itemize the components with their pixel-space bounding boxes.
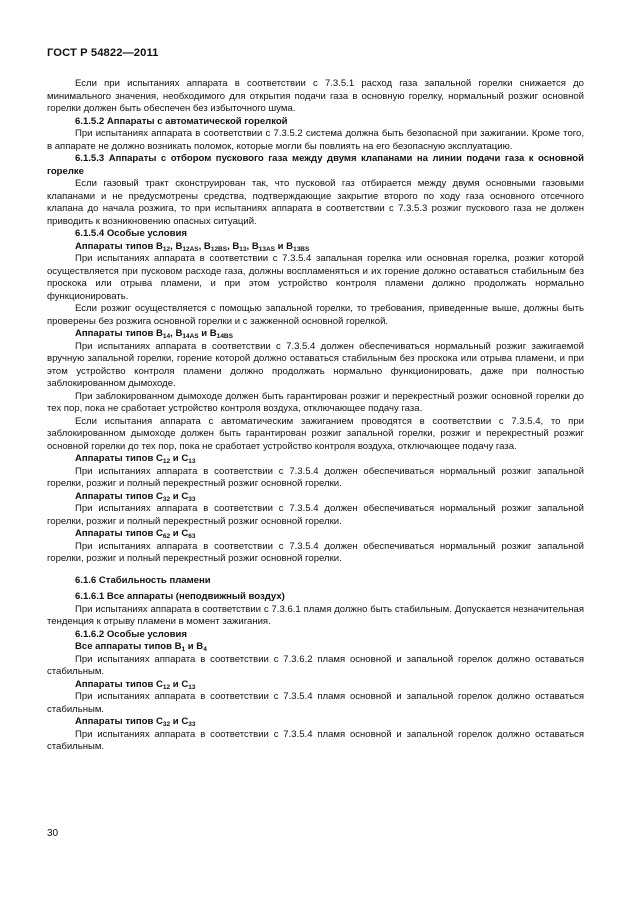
appliance-type-heading [47, 716, 584, 729]
body-paragraph: Если газовый тракт сконструирован так, что пусковой газ отбирается между двумя основными газовыми клапанами и не предусмотрены средства, подтверждающие закрытие второго по ходу газа основного отсечного клапана до начала розжига, то при испытаниях аппарата в соответствии с 7.3.5.3 розжиг пускового газа не должен приводить к возникновению опасных ситуаций. [47, 178, 584, 227]
page-number: 30 [47, 828, 59, 839]
body-paragraph: При испытаниях аппарата в соответствии с 7.3.5.4 должен обеспечиваться нормальный розжиг запальной горелки, розжиг и полный перекрестный розжиг основной горелки. [47, 503, 584, 527]
appliance-type-heading [47, 641, 584, 654]
type-subscript: 12 [162, 245, 171, 253]
body-paragraph: При испытаниях аппарата в соответствии с 7.3.5.4 должен обеспечиваться нормальный розжиг запальной горелки, розжиг и полный перекрестный розжиг основной горелки. [47, 540, 584, 564]
type-subscript: 33 [188, 721, 196, 728]
heading-text: и C [170, 528, 189, 539]
type-subscript: 13 [188, 683, 196, 691]
type-subscript: 14BS [216, 333, 233, 340]
body-paragraph: При испытаниях аппарата в соответствии с 7.3.6.2 пламя основной и запальной горелок должно оставаться стабильным. [47, 653, 584, 677]
heading-text: Аппараты типов C [75, 490, 163, 502]
type-subscript: 14AS [182, 333, 199, 340]
appliance-type-heading [47, 328, 584, 341]
body-paragraph: При испытаниях аппарата в соответствии с 7.3.5.4 запальная горелка или основная горелка, розжиг которой осуществляется при пусковом расходе газа, должны воспламеняться и их горение должно оставаться стабильным без проскока или отрыва пламени, и при этом устройство контроля пламени должно продолжать нормально функционировать. [47, 253, 584, 302]
heading-text: , B [246, 240, 259, 252]
type-subscript: 4 [203, 646, 207, 653]
heading-text: Все аппараты типов B [75, 641, 182, 652]
body-paragraph: При заблокированном дымоходе должен быть гарантирован розжиг и перекрестный розжиг основной горелки до тех пор, пока не сработает устройство контроля воздуха, отключающее подачу газа. [47, 390, 584, 414]
type-subscript: 1 [181, 646, 186, 653]
appliance-type-heading [47, 241, 584, 254]
standard-header: ГОСТ Р 54822—2011 [47, 47, 159, 59]
heading-text: Аппараты типов B [75, 328, 163, 339]
appliance-type-heading [47, 491, 584, 504]
section-heading: 6.1.6 Стабильность пламени [75, 574, 211, 586]
heading-text: и C [170, 490, 189, 502]
heading-text: , B [227, 240, 240, 252]
section-heading: 6.1.6.1 Все аппараты (неподвижный воздух) [75, 591, 285, 602]
body-paragraph: При испытаниях аппарата в соответствии с 7.3.6.1 пламя должно быть стабильным. Допускается незначительная тенденция к отрыву пламени в момент зажигания. [47, 603, 584, 627]
heading-text: Аппараты типов C [75, 678, 163, 690]
type-subscript: 13 [188, 458, 196, 465]
body-paragraph: При испытаниях аппарата в соответствии с 7.3.5.4 должен обеспечиваться нормальный розжиг зажигаемой вручную запальной горелки, горение которой должно оставаться стабильным без проскока или отрыва пламени, и при этом устройство контроля пламени должно продолжать нормально функционировать, даже при полностью заблокированном дымоходе. [47, 340, 584, 389]
section-heading: 6.1.6.2 Особые условия [75, 628, 187, 640]
type-subscript: 32 [162, 495, 171, 503]
body-paragraph: Если испытания аппарата с автоматическим зажиганием проводятся в соответствии с 7.3.5.4, то при заблокированном дымоходе должен быть гарантирован розжиг запальной горелки, розжиг и перекрестный розжиг основной горелки до тех пор, пока не сработает устройство контроля воздуха, отключающее подачу газа. [47, 415, 584, 452]
heading-text: Аппараты типов C [75, 453, 163, 464]
type-subscript: 14 [162, 333, 171, 340]
type-subscript: 32 [162, 721, 171, 728]
body-paragraph: При испытаниях аппарата в соответствии с 7.3.5.2 система должна быть безопасной при зажигании. Кроме того, в аппарате не должно возникать поломок, которые могли бы повлиять на его безопасную эксплуатацию. [47, 128, 584, 152]
heading-text: Аппараты типов B [75, 240, 163, 252]
type-subscript: 13AS [258, 245, 275, 253]
body-paragraph: При испытаниях аппарата в соответствии с 7.3.5.4 пламя основной и запальной горелок должно оставаться стабильным. [47, 728, 584, 752]
heading-text: и C [170, 678, 189, 690]
heading-text: , B [170, 240, 183, 252]
type-subscript: 12 [162, 683, 171, 691]
type-subscript: 33 [188, 495, 196, 503]
heading-text: и C [170, 716, 189, 727]
appliance-type-heading [47, 679, 584, 692]
heading-text: Аппараты типов C [75, 716, 163, 727]
appliance-type-heading [47, 528, 584, 541]
type-subscript: 13BS [293, 245, 310, 253]
body-paragraph: При испытаниях аппарата в соответствии с 7.3.5.4 должен обеспечиваться нормальный розжиг запальной горелки, розжиг и полный перекрестный розжиг основной горелки. [47, 465, 584, 489]
appliance-type-heading [47, 453, 584, 466]
section-heading: 6.1.5.2 Аппараты с автоматической горелкой [75, 115, 288, 127]
type-subscript: 13 [239, 245, 247, 253]
heading-text: , B [170, 328, 183, 339]
heading-text: Аппараты типов C [75, 528, 163, 539]
type-subscript: 12BS [210, 245, 228, 253]
type-subscript: 12 [162, 458, 171, 465]
body-paragraph: Если розжиг осуществляется с помощью запальной горелки, то требования, приведенные выше, должны быть проверены без розжига основной горелки и с зажженной основной горелкой. [47, 303, 584, 327]
body-paragraph: При испытаниях аппарата в соответствии с 7.3.5.4 пламя основной и запальной горелок должно оставаться стабильным. [47, 691, 584, 715]
type-subscript: 63 [188, 533, 196, 540]
document-body [47, 78, 584, 754]
heading-text: и B [185, 641, 204, 652]
heading-text: и C [170, 453, 189, 464]
body-paragraph: Если при испытаниях аппарата в соответствии с 7.3.5.1 расход газа запальной горелки снижается до минимального значения, необходимого для открытия подачи газа в основную горелку, нормальный розжиг основной горелки должен быть обеспечен без избыточного шума. [47, 78, 584, 114]
heading-text: и B [198, 328, 217, 339]
type-subscript: 62 [162, 533, 171, 540]
section-heading: 6.1.5.3 Аппараты с отбором пускового газа между двумя клапанами на линии подачи газа к основной горелке [47, 153, 584, 177]
heading-text: , B [198, 240, 211, 252]
section-heading: 6.1.5.4 Особые условия [75, 228, 187, 239]
heading-text: и B [275, 240, 294, 252]
type-subscript: 12AS [182, 245, 199, 253]
